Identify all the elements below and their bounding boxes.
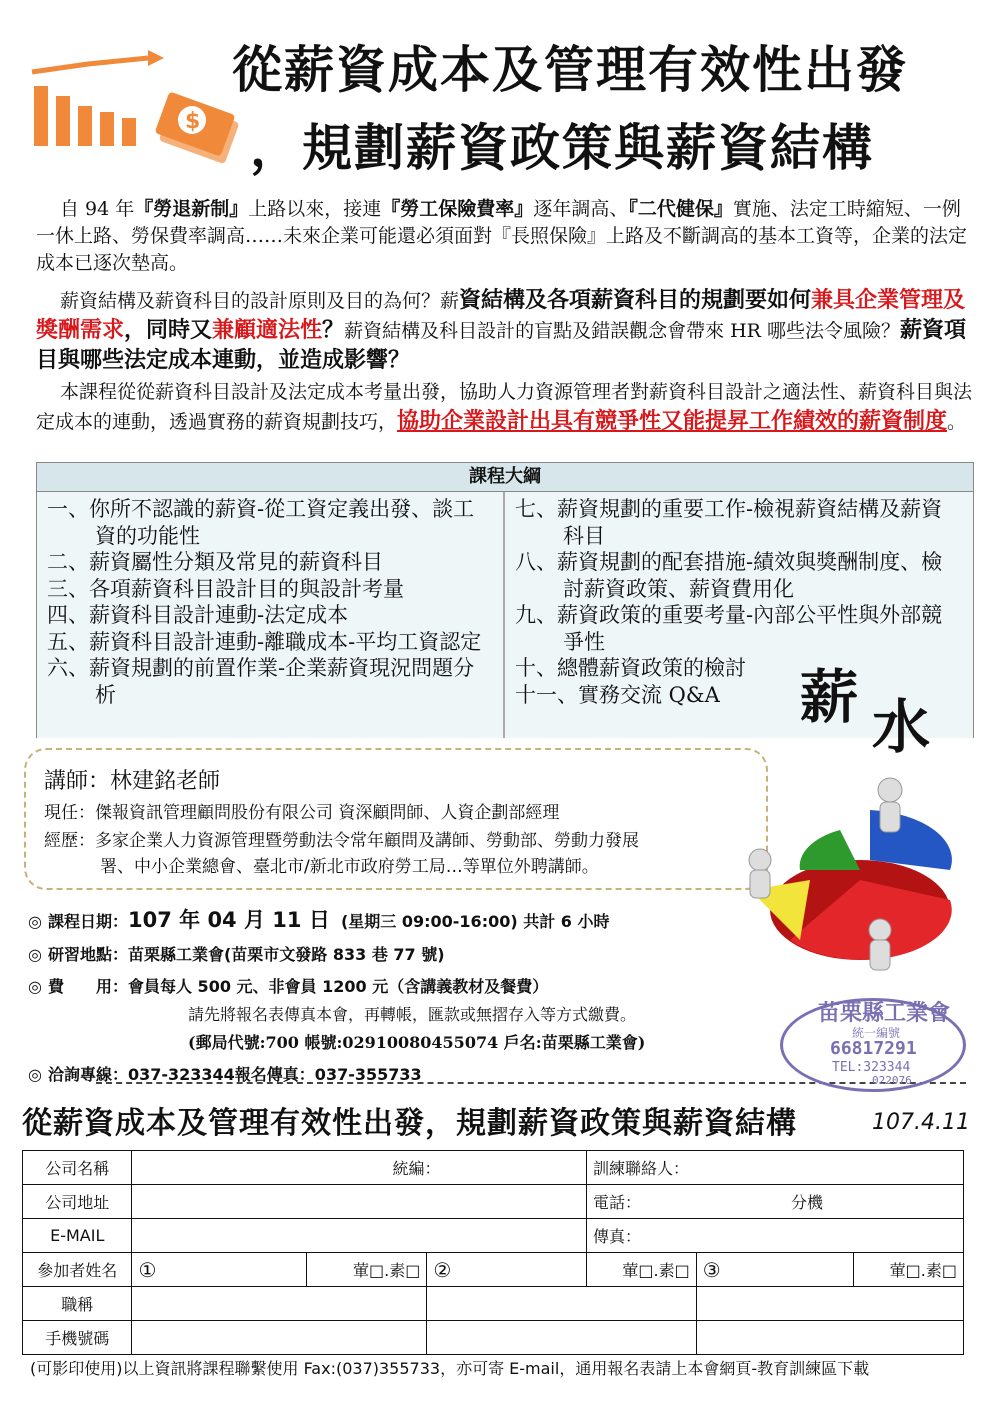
mobile-label: 手機號碼	[23, 1321, 132, 1355]
bank-account: (郵局代號:700 帳號:02910080455074 戶名:苗栗縣工業會)	[188, 1033, 646, 1052]
outline-item: 一、你所不認識的薪資-從工資定義出發、談工資的功能性	[47, 497, 475, 548]
growth-chart-icon	[28, 46, 168, 146]
outline-heading: 課程大綱	[37, 463, 973, 492]
outline-item: 九、薪資政策的重要考量-內部公平性與外部競爭性	[515, 603, 943, 654]
company-address-label: 公司地址	[23, 1185, 132, 1219]
contact-line: ◎ 洽詢專線：037-323344報名傳真：037-355733	[28, 1065, 422, 1084]
participant-1-title[interactable]	[132, 1287, 427, 1321]
registration-form	[22, 1150, 964, 1355]
calligraphy-char: 水	[872, 693, 931, 761]
registration-date: 107.4.11	[872, 1110, 970, 1135]
outline-item: 四、薪資科目設計連動-法定成本	[47, 603, 349, 627]
association-stamp: 苗栗縣工業會 統一編號 66817291 TEL:323344 022076	[760, 990, 970, 1090]
footer-note: (可影印使用)以上資訊將課程聯繫使用 Fax:(037)355733，亦可寄 E-mail，通用報名表請上本會網頁-教育訓練區下載	[30, 1359, 870, 1378]
participant-3-diet[interactable]: 葷□.素□	[854, 1253, 964, 1287]
participant-1-mobile[interactable]	[132, 1321, 427, 1355]
intro-paragraph-2: 薪資結構及薪資科目的設計原則及目的為何？薪資結構及各項薪資科目的規劃要如何兼具企業管理及獎酬需求，同時又兼顧適法性？薪資結構及科目設計的盲點及錯誤觀念會帶來 HR 哪些法令風險？薪資項目與哪些法定成本連動，並造成影響？	[36, 287, 967, 373]
instructor-experience: 經歷：多家企業人力資源管理暨勞動法令常年顧問及講師、勞動部、勞動力發展	[44, 831, 639, 851]
intro-paragraph-3: 本課程從從薪資科目設計及法定成本考量出發，協助人力資源管理者對薪資科目設計之適法性、薪資科目與法定成本的連動，透過實務的薪資規劃技巧，協助企業設計出具有競爭性又能提昇工作績效的薪資制度。	[36, 381, 973, 434]
participant-3-title[interactable]	[696, 1287, 963, 1321]
tax-id-field[interactable]: 統編：	[132, 1151, 587, 1185]
instructor-current: 現任：傑報資訊管理顧問股份有限公司 資深顧問師、人資企劃部經理	[44, 803, 560, 823]
company-address-field[interactable]	[132, 1185, 587, 1219]
participant-label: 參加者姓名	[23, 1253, 132, 1287]
instructor-box	[24, 748, 768, 890]
page-title-line2: ，規劃薪資政策與薪資結構	[250, 119, 874, 177]
fax-field[interactable]: 傳真：	[586, 1219, 963, 1253]
outline-item: 十一、實務交流 Q&A	[515, 682, 720, 707]
email-label: E-MAIL	[23, 1219, 132, 1253]
course-date: ◎ 課程日期：107 年 04 月 11 日 (星期三 09:00-16:00) 共計 6 小時	[28, 908, 610, 932]
registration-title: 從薪資成本及管理有效性出發，規劃薪資政策與薪資結構	[22, 1106, 797, 1141]
company-name-label: 公司名稱	[23, 1151, 132, 1185]
course-place: ◎ 研習地點：苗栗縣工業會(苗栗市文發路 833 巷 77 號)	[28, 945, 445, 964]
participant-2-diet[interactable]: 葷□.素□	[586, 1253, 696, 1287]
instructor-name: 講師：林建銘老師	[44, 769, 221, 794]
job-title-label: 職稱	[23, 1287, 132, 1321]
instructor-experience-cont: 署、中小企業總會、臺北市/新北市政府勞工局…等單位外聘講師。	[100, 857, 599, 877]
outline-item: 五、薪資科目設計連動-離職成本-平均工資認定	[47, 629, 482, 654]
calligraphy-char: 薪	[800, 663, 859, 731]
participant-2-title[interactable]	[427, 1287, 696, 1321]
course-fee: ◎ 費 用：會員每人 500 元、非會員 1200 元（含講義教材及餐費）	[28, 977, 549, 996]
fee-note: 請先將報名表傳真本會，再轉帳，匯款或無摺存入等方式繳費。	[188, 1005, 637, 1024]
outline-item: 三、各項薪資科目設計目的與設計考量	[47, 576, 404, 601]
participant-3-mobile[interactable]	[696, 1321, 963, 1355]
participant-1-name[interactable]: ①	[132, 1253, 306, 1287]
outline-item: 八、薪資規劃的配套措施-績效與獎酬制度、檢討薪資政策、薪資費用化	[515, 550, 943, 601]
outline-left-column	[37, 492, 505, 738]
calligraphy-salary	[800, 650, 950, 761]
outline-item: 二、薪資屬性分類及常見的薪資科目	[47, 550, 383, 574]
pie-chart-figures-illustration	[730, 760, 970, 990]
contact-person-field[interactable]: 訓練聯絡人：	[586, 1151, 963, 1185]
participant-3-name[interactable]: ③	[696, 1253, 854, 1287]
page-title-line1: 從薪資成本及管理有效性出發	[232, 41, 908, 99]
email-field[interactable]	[132, 1219, 587, 1253]
outline-item: 六、薪資規劃的前置作業-企業薪資現況問題分析	[47, 656, 475, 707]
participant-2-name[interactable]: ②	[427, 1253, 587, 1287]
intro-paragraph-1: 自 94 年『勞退新制』上路以來，接連『勞工保險費率』逐年調高、『二代健保』實施、法定工時縮短、一例一休上路、勞保費率調高……未來企業可能還必須面對『長照保險』上路及不斷調高的基本工資等，企業的法定成本已逐次墊高。	[36, 198, 968, 274]
outline-item: 十、總體薪資政策的檢討	[515, 656, 746, 680]
participant-1-diet[interactable]: 葷□.素□	[306, 1253, 427, 1287]
phone-field[interactable]: 電話： 分機	[586, 1185, 963, 1219]
svg-text:$: $	[185, 109, 201, 134]
participant-2-mobile[interactable]	[427, 1321, 696, 1355]
outline-item: 七、薪資規劃的重要工作-檢視薪資結構及薪資科目	[515, 497, 943, 548]
